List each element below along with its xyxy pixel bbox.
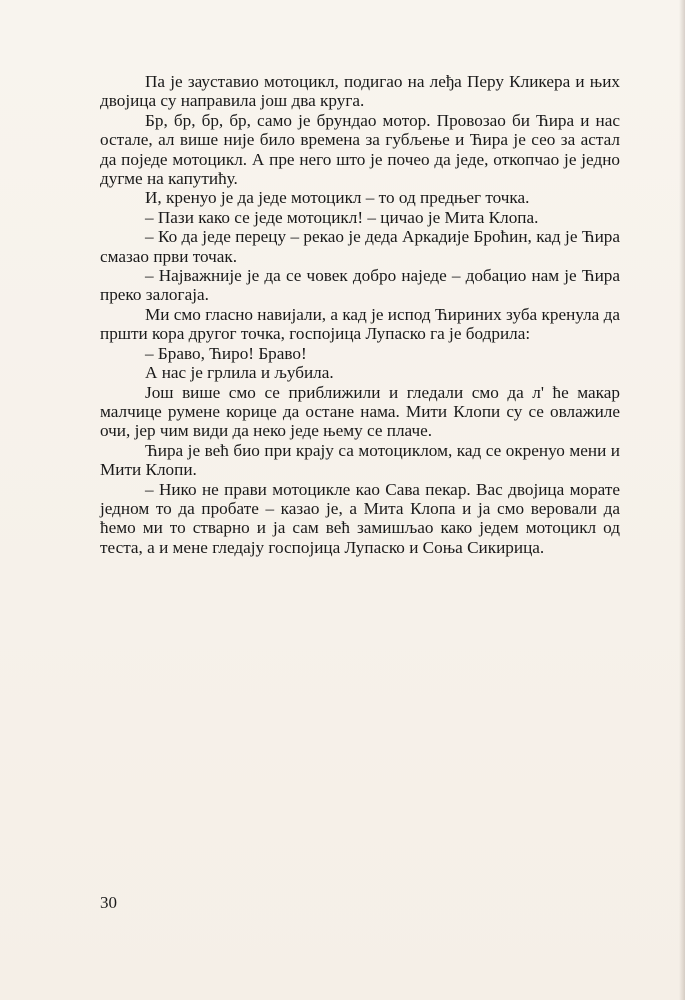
paragraph: – Нико не прави мотоцикле као Сава пекар. Вас двојица морате једном то да пробате – казао је, а Мита Клопа и ја смо веровали да ћемо ми то стварно и ја сам већ замишљао како једем мотоцикл од теста, а и мене гледају госпојица Лупаско и Соња Сикирица. (100, 479, 620, 557)
paragraph: Па је зауставио мотоцикл, подигао на леђа Перу Кликера и њих двојица су направила још два круга. (100, 72, 620, 111)
page-edge-shadow (679, 0, 685, 1000)
paragraph: А нас је грлила и љубила. (145, 363, 334, 383)
paragraph: Ми смо гласно навијали, а кад је испод Ћириних зуба кренула да пршти кора другог точка, госпојица Лупаско га је бодрила: (100, 304, 620, 344)
paragraph: Бр, бр, бр, бр, само је брундао мотор. Провозао би Ћира и нас остале, ал више није било времена за губљење и Ћира је сео за астал да поједе мотоцикл. А пре него што је почео да једе, откопчао је једно дугме на капутићу. (100, 110, 620, 189)
body-text (100, 72, 620, 557)
paragraph: – Пази како се једе мотоцикл! – цичао је Мита Клопа. (145, 207, 539, 227)
paragraph: – Браво, Ћиро! Браво! (145, 343, 307, 363)
page-number: 30 (100, 893, 117, 912)
paragraph: – Ко да једе перецу – рекао је деда Аркадије Броћин, кад је Ћира смазао први точак. (100, 227, 620, 266)
paragraph: – Најважније је да се човек добро наједе – добацио нам је Ћира преко залогаја. (100, 266, 620, 305)
paragraph: И, кренуо је да једе мотоцикл – то од предњег точка. (145, 188, 530, 208)
paragraph: Још више смо се приближили и гледали смо да л' ће макар малчице румене корице да остане нама. Мити Клопи су се овлажиле очи, јер чим види да неко једе њему се плаче. (100, 382, 620, 441)
paragraph: Ћира је већ био при крају са мотоциклом, кад се окренуо мени и Мити Клопи. (100, 440, 620, 480)
